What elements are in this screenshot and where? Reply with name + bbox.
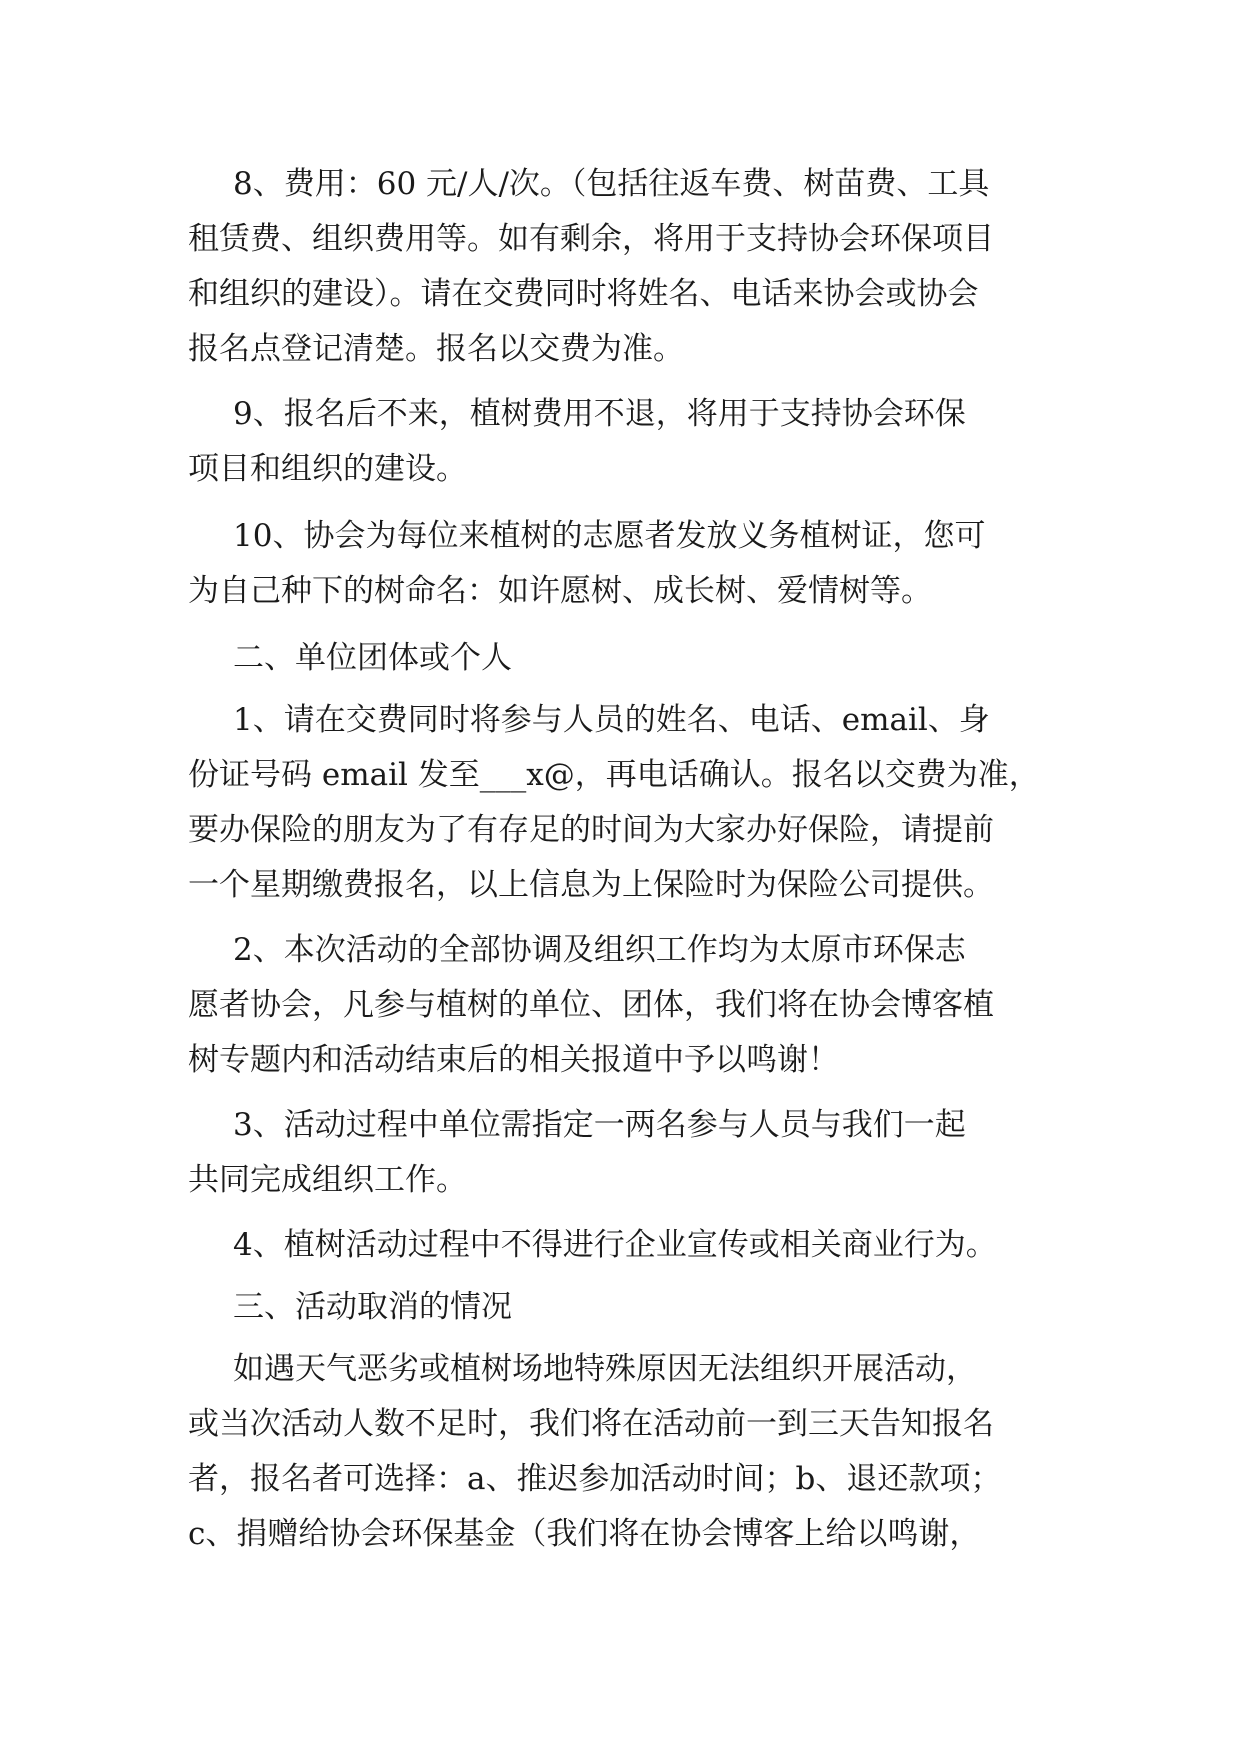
text-line: [0, 629, 1241, 687]
line-text: 9、报名后不来，植树费用不退，将用于支持协会环保: [233, 396, 966, 432]
line-text: 和组织的建设）。请在交费同时将姓名、电话来协会或协会: [188, 276, 979, 312]
line-text: 2、本次活动的全部协调及组织工作均为太原市环保志: [233, 932, 966, 968]
line-text: 树专题内和活动结束后的相关报道中予以鸣谢！: [188, 1042, 839, 1078]
text-line: [0, 562, 1241, 620]
line-text: 4、植树活动过程中不得进行企业宣传或相关商业行为。: [233, 1227, 997, 1263]
line-text: c、捐赠给协会环保基金（我们将在协会博客上给以鸣谢，: [188, 1516, 981, 1552]
text-line: [0, 976, 1241, 1034]
line-text: 报名点登记清楚。报名以交费为准。: [188, 331, 684, 367]
line-text: 者，报名者可选择：a、推迟参加活动时间；b、退还款项；: [188, 1461, 1002, 1497]
line-text: 项目和组织的建设。: [188, 451, 467, 487]
line-text: 8、费用：60 元/人/次。（包括往返车费、树苗费、工具: [233, 166, 990, 202]
line-text: 份证号码 email 发至___x@，再电话确认。报名以交费为准，: [188, 757, 1040, 793]
line-text: 要办保险的朋友为了有存足的时间为大家办好保险，请提前: [188, 812, 994, 848]
text-line: [0, 440, 1241, 498]
text-line: [0, 856, 1241, 914]
line-text: 为自己种下的树命名：如许愿树、成长树、爱情树等。: [188, 573, 932, 609]
line-text: 一个星期缴费报名，以上信息为上保险时为保险公司提供。: [188, 867, 994, 903]
line-text: 10、协会为每位来植树的志愿者发放义务植树证，您可: [233, 518, 986, 554]
text-line: [0, 1278, 1241, 1336]
text-line: [0, 1395, 1241, 1453]
line-text: 如遇天气恶劣或植树场地特殊原因无法组织开展活动，: [233, 1351, 977, 1387]
text-line: [0, 1096, 1241, 1154]
line-text: 或当次活动人数不足时，我们将在活动前一到三天告知报名: [188, 1406, 994, 1442]
text-line: [0, 921, 1241, 979]
line-text: 共同完成组织工作。: [188, 1162, 467, 1198]
line-text: 3、活动过程中单位需指定一两名参与人员与我们一起: [233, 1107, 966, 1143]
text-line: [0, 1216, 1241, 1274]
text-line: [0, 320, 1241, 378]
text-line: [0, 691, 1241, 749]
text-line: [0, 155, 1241, 213]
line-text: 三、活动取消的情况: [233, 1289, 512, 1325]
text-line: [0, 1031, 1241, 1089]
line-text: 二、单位团体或个人: [233, 640, 512, 676]
text-line: [0, 1505, 1241, 1563]
text-line: [0, 507, 1241, 565]
line-text: 愿者协会，凡参与植树的单位、团体，我们将在协会博客植: [188, 987, 994, 1023]
text-line: [0, 801, 1241, 859]
text-line: [0, 1151, 1241, 1209]
line-text: 租赁费、组织费用等。如有剩余，将用于支持协会环保项目: [188, 221, 994, 257]
text-line: [0, 1450, 1241, 1508]
text-line: [0, 1340, 1241, 1398]
line-text: 1、请在交费同时将参与人员的姓名、电话、email、身: [233, 702, 990, 738]
text-line: [0, 265, 1241, 323]
text-line: [0, 746, 1241, 804]
text-line: [0, 210, 1241, 268]
text-line: [0, 385, 1241, 443]
